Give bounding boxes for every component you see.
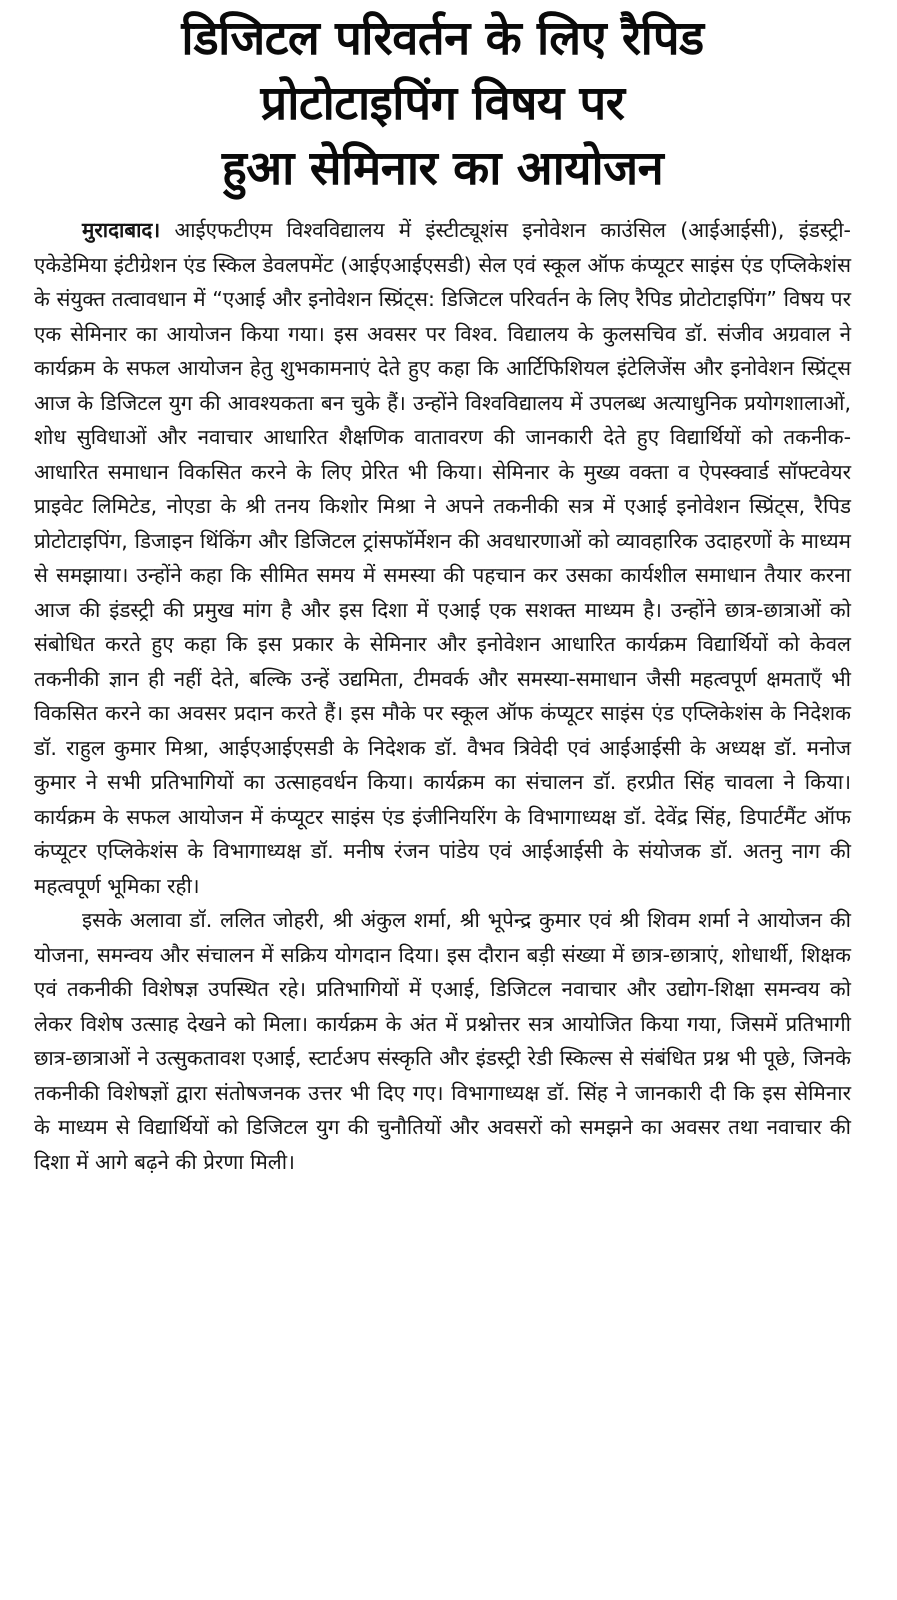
article-paragraph-2: इसके अलावा डॉ. ललित जोहरी, श्री अंकुल शर्मा, श्री भूपेन्द्र कुमार एवं श्री शिवम शर्मा ने आयोजन की योजना, समन्वय और संचालन में सक्रिय योगदान दिया। इस दौरान बड़ी संख्या में छात्र-छात्राएं, शोधार्थी, शिक्षक एवं तकनीकी विशेषज्ञ उपस्थित रहे। प्रतिभागियों में एआई, डिजिटल नवाचार और उद्योग-शिक्षा समन्वय को लेकर विशेष उत्साह देखने को मिला। कार्यक्रम के अंत में प्रश्नोत्तर सत्र आयोजित किया गया, जिसमें प्रतिभागी छात्र-छात्राओं ने उत्सुकतावश एआई, स्टार्टअप संस्कृति और इंडस्ट्री रेडी स्किल्स से संबंधित प्रश्न भी पूछे, जिनके तकनीकी विशेषज्ञों द्वारा संतोषजनक उत्तर भी दिए गए। विभागाध्यक्ष डॉ. सिंह ने जानकारी दी कि इस सेमिनार के माध्यम से विद्यार्थियों को डिजिटल युग की चुनौतियों और अवसरों को समझने का अवसर तथा नवाचार की दिशा में आगे बढ़ने की प्रेरणा मिली।	[34, 908, 851, 1174]
headline-line-1: डिजिटल परिवर्तन के लिए रैपिड	[181, 11, 704, 66]
headline	[34, 6, 851, 201]
article-body	[34, 213, 851, 1179]
headline-line-2: प्रोटोटाइपिंग विषय पर	[260, 76, 625, 131]
article-paragraph-1	[34, 213, 851, 903]
headline-line-3: हुआ सेमिनार का आयोजन	[221, 141, 664, 196]
dateline: मुरादाबाद।	[82, 218, 161, 242]
paragraph-1-text: आईएफटीएम विश्वविद्यालय में इंस्टीट्यूशंस इनोवेशन काउंसिल (आईआईसी), इंडस्ट्री-एकेडेमिया इंटीग्रेशन एंड स्किल डेवलपमेंट (आईएआईएसडी) सेल एवं स्कूल ऑफ कंप्यूटर साइंस एंड एप्लिकेशंस के संयुक्त तत्वावधान में “एआई और इनोवेशन स्प्रिंट्स: डिजिटल परिवर्तन के लिए रैपिड प्रोटोटाइपिंग” विषय पर एक सेमिनार का आयोजन किया गया। इस अवसर पर विश्व. विद्यालय के कुलसचिव डॉ. संजीव अग्रवाल ने कार्यक्रम के सफल आयोजन हेतु शुभकामनाएं देते हुए कहा कि आर्टिफिशियल इंटेलिजेंस और इनोवेशन स्प्रिंट्स आज के डिजिटल युग की आवश्यकता बन चुके हैं। उन्होंने विश्वविद्यालय में उपलब्ध अत्याधुनिक प्रयोगशालाओं, शोध सुविधाओं और नवाचार आधारित शैक्षणिक वातावरण की जानकारी देते हुए विद्यार्थियों को तकनीक-आधारित समाधान विकसित करने के लिए प्रेरित भी किया। सेमिनार के मुख्य वक्ता व ऐपस्क्वार्ड सॉफ्टवेयर प्राइवेट लिमिटेड, नोएडा के श्री तनय किशोर मिश्रा ने अपने तकनीकी सत्र में एआई इनोवेशन स्प्रिंट्स, रैपिड प्रोटोटाइपिंग, डिजाइन थिंकिंग और डिजिटल ट्रांसफॉर्मेशन की अवधारणाओं को व्यावहारिक उदाहरणों के माध्यम से समझाया। उन्होंने कहा कि सीमित समय में समस्या की पहचान कर उसका कार्यशील समाधान तैयार करना आज की इंडस्ट्री की प्रमुख मांग है और इस दिशा में एआई एक सशक्त माध्यम है। उन्होंने छात्र-छात्राओं को संबोधित करते हुए कहा कि इस प्रकार के सेमिनार और इनोवेशन आधारित कार्यक्रम विद्यार्थियों को केवल तकनीकी ज्ञान ही नहीं देते, बल्कि उन्हें उद्यमिता, टीमवर्क और समस्या-समाधान जैसी महत्वपूर्ण क्षमताएँ भी विकसित करने का अवसर प्रदान करते हैं। इस मौके पर स्कूल ऑफ कंप्यूटर साइंस एंड एप्लिकेशंस के निदेशक डॉ. राहुल कुमार मिश्रा, आईएआईएसडी के निदेशक डॉ. वैभव त्रिवेदी एवं आईआईसी के अध्यक्ष डॉ. मनोज कुमार ने सभी प्रतिभागियों का उत्साहवर्धन किया। कार्यक्रम का संचालन डॉ. हरप्रीत सिंह चावला ने किया। कार्यक्रम के सफल आयोजन में कंप्यूटर साइंस एंड इंजीनियरिंग के विभागाध्यक्ष डॉ. देवेंद्र सिंह, डिपार्टमैंट ऑफ कंप्यूटर एप्लिकेशंस के विभागाध्यक्ष डॉ. मनीष रंजन पांडेय एवं आईआईसी के संयोजक डॉ. अतनु नाग की महत्वपूर्ण भूमिका रही।	[34, 218, 851, 898]
